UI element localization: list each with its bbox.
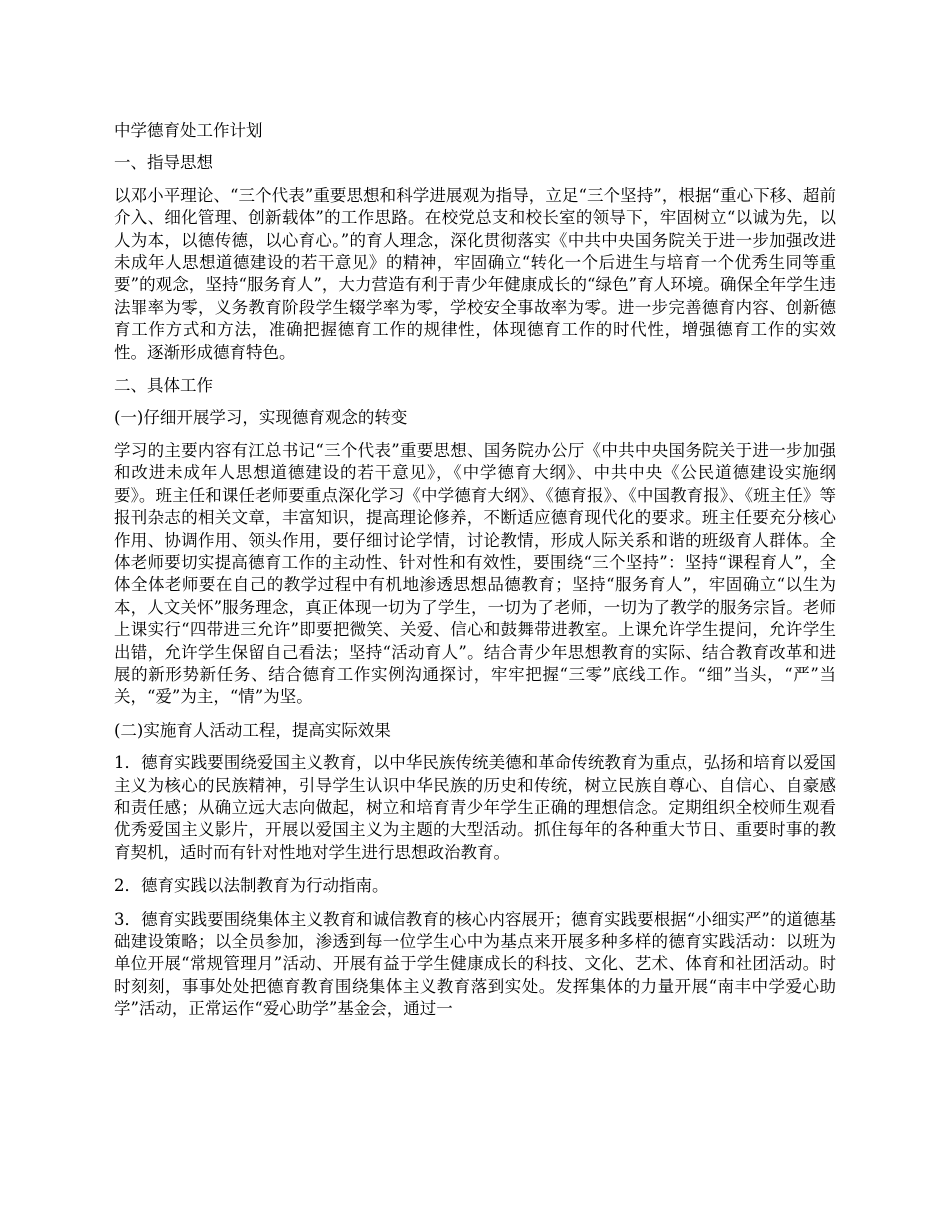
document-body — [114, 120, 836, 1032]
paragraph-study: 学习的主要内容有江总书记“三个代表”重要思想、国务院办公厅《中共中央国务院关于进一步加强和改进未成年人思想道德建设的若干意见》，《中学德育大纲》、中共中央《公民道德建设实施纲要》。班主任和课任老师要重点深化学习《中学德育大纲》、《德育报》、《中国教育报》、《班主任》等报刊杂志的相关文章，丰富知识，提高理论修养，不断适应德育现代化的要求。班主任要充分核心作用、协调作用、领头作用，要仔细讨论学情，讨论教情，形成人际关系和谐的班级育人群体。全体老师要切实提高德育工作的主动性、针对性和有效性，要围绕“三个坚持”：坚持“课程育人”，全体全体老师要在自己的教学过程中有机地渗透思想品德教育；坚持“服务育人”，牢固确立“以生为本，人文关怀”服务理念，真正体现一切为了学生，一切为了老师，一切为了教学的服务宗旨。老师上课实行“四带进三允许”即要把微笑、关爱、信心和鼓舞带进教室。上课允许学生提问，允许学生出错，允许学生保留自己看法；坚持“活动育人”。结合青少年思想教育的实际、结合教育改革和进展的新形势新任务、结合德育工作实例沟通探讨，牢牢把握“三零”底线工作。“细”当头，“严”当关，“爱”为主，“情”为坚。 — [114, 440, 836, 707]
document-title: 中学德育处工作计划 — [114, 121, 263, 140]
list-item-1: 1．德育实践要围绕爱国主义教育，以中华民族传统美德和革命传统教育为重点，弘扬和培育以爱国主义为核心的民族精神，引导学生认识中华民族的历史和传统，树立民族自尊心、自信心、自豪感和责任感；从确立远大志向做起，树立和培育青少年学生正确的理想信念。定期组织全校师生观看优秀爱国主义影片，开展以爱国主义为主题的大型活动。抓住每年的各种重大节日、重要时事的教育契机，适时而有针对性地对学生进行思想政治教育。 — [114, 753, 836, 862]
section-heading-specific-work: 二、具体工作 — [114, 376, 213, 396]
paragraph-guiding-ideology: 以邓小平理论、“三个代表”重要思想和科学进展观为指导，立足“三个坚持”，根据“重心下移、超前介入、细化管理、创新载体”的工作思路。在校党总支和校长室的领导下，牢固树立“以诚为先，以人为本，以德传德，以心育心。”的育人理念，深化贯彻落实《中共中央国务院关于进一步加强改进未成年人思想道德建设的若干意见》的精神，牢固确立“转化一个后进生与培育一个优秀生同等重要”的观念，坚持“服务育人”，大力营造有利于青少年健康成长的“绿色”育人环境。确保全年学生违法罪率为零，义务教育阶段学生辍学率为零，学校安全事故率为零。进一步完善德育内容、创新德育工作方式和方法，准确把握德育工作的规律性，体现德育工作的时代性，增强德育工作的实效性。逐渐形成德育特色。 — [114, 185, 836, 362]
section-heading-guiding-ideology: 一、指导思想 — [114, 153, 213, 173]
list-item-2: 2．德育实践以法制教育为行动指南。 — [114, 876, 389, 896]
list-item-3: 3．德育实践要围绕集体主义教育和诚信教育的核心内容展开；德育实践要根据“小细实严”的道德基础建设策略；以全员参加，渗透到每一位学生心中为基点来开展多种多样的德育实践活动：以班为单位开展“常规管理月”活动、开展有益于学生健康成长的科技、文化、艺术、体育和社团活动。时时刻刻，事事处处把德育教育围绕集体主义教育落到实处。发挥集体的力量开展“南丰中学爱心助学”活动，正常运作“爱心助学”基金会，通过一 — [114, 909, 836, 1019]
subsection-heading-study: (一)仔细开展学习，实现德育观念的转变 — [114, 408, 408, 428]
subsection-heading-activities: (二)实施育人活动工程，提高实际效果 — [114, 720, 391, 740]
